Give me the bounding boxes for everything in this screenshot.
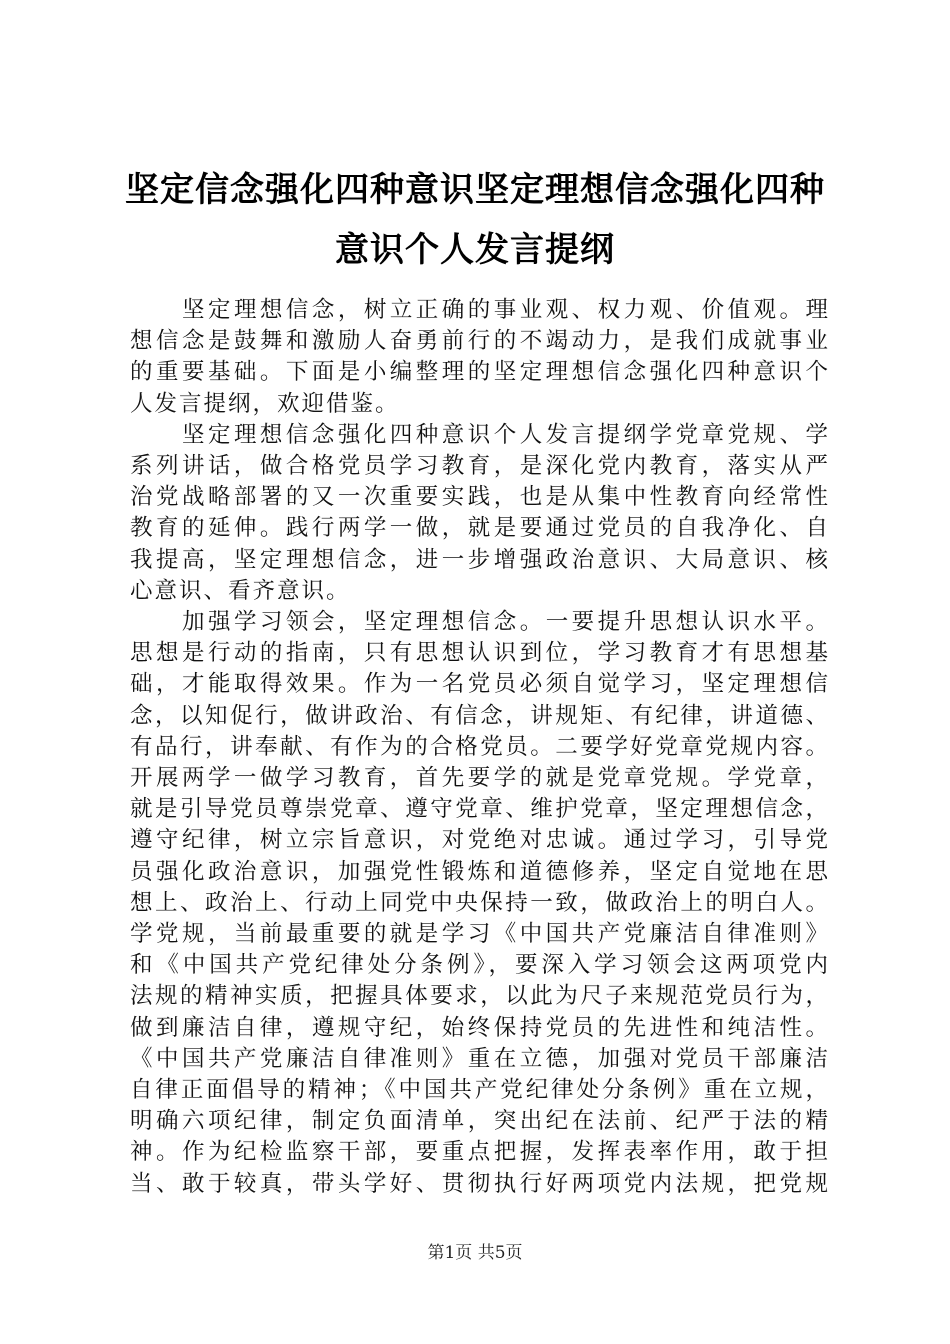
text-line: 明确六项纪律，制定负面清单，突出纪在法前、纪严于法的精 — [130, 1108, 830, 1135]
text-line: 我提高，坚定理想信念，进一步增强政治意识、大局意识、核 — [130, 546, 830, 573]
text-line: 自律正面倡导的精神；《中国共产党纪律处分条例》重在立规， — [130, 1077, 830, 1104]
text-line: 学党规，当前最重要的就是学习《中国共产党廉洁自律准则》 — [130, 921, 830, 948]
text-line: 加强学习领会，坚定理想信念。一要提升思想认识水平。 — [182, 609, 830, 636]
text-line: 坚定理想信念强化四种意识个人发言提纲学党章党规、学 — [182, 421, 830, 448]
text-line: 础，才能取得效果。作为一名党员必须自觉学习，坚定理想信 — [130, 671, 830, 698]
text-line: 做到廉洁自律，遵规守纪，始终保持党员的先进性和纯洁性。 — [130, 1014, 830, 1041]
text-line: 《中国共产党廉洁自律准则》重在立德，加强对党员干部廉洁 — [130, 1045, 830, 1072]
paragraph — [130, 420, 830, 607]
text-line: 遵守纪律，树立宗旨意识，对党绝对忠诚。通过学习，引导党 — [130, 827, 830, 854]
text-line: 和《中国共产党纪律处分条例》，要深入学习领会这两项党内 — [130, 952, 830, 979]
text-line: 念，以知促行，做讲政治、有信念，讲规矩、有纪律，讲道德、 — [130, 702, 830, 729]
text-line: 员强化政治意识，加强党性锻炼和道德修养，坚定自觉地在思 — [130, 858, 830, 885]
text-line: 想上、政治上、行动上同党中央保持一致，做政治上的明白人。 — [130, 889, 830, 916]
text-line: 思想是行动的指南，只有思想认识到位，学习教育才有思想基 — [130, 640, 830, 667]
title-line: 坚定信念强化四种意识坚定理想信念强化四种 — [125, 170, 825, 210]
page-footer: 第1页 共5页 — [427, 1243, 523, 1263]
text-line: 神。作为纪检监察干部，要重点把握，发挥表率作用，敢于担 — [130, 1139, 830, 1166]
text-line: 系列讲话，做合格党员学习教育，是深化党内教育，落实从严 — [130, 453, 830, 480]
title-line: 意识个人发言提纲 — [335, 230, 615, 270]
text-line: 人发言提纲，欢迎借鉴。 — [130, 390, 400, 417]
document-title — [120, 160, 830, 280]
document-body — [130, 295, 830, 1200]
paragraph — [130, 607, 830, 1200]
text-line: 治党战略部署的又一次重要实践，也是从集中性教育向经常性 — [130, 484, 830, 511]
text-line: 心意识、看齐意识。 — [130, 577, 351, 604]
text-line: 有品行，讲奉献、有作为的合格党员。二要学好党章党规内容。 — [130, 733, 830, 760]
text-line: 当、敢于较真，带头学好、贯彻执行好两项党内法规，把党规 — [130, 1170, 830, 1197]
text-line: 就是引导党员尊崇党章、遵守党章、维护党章，坚定理想信念， — [130, 796, 830, 823]
text-line: 的重要基础。下面是小编整理的坚定理想信念强化四种意识个 — [130, 359, 830, 386]
text-line: 教育的延伸。践行两学一做，就是要通过党员的自我净化、自 — [130, 515, 830, 542]
text-line: 开展两学一做学习教育，首先要学的就是党章党规。学党章， — [130, 765, 830, 792]
text-line: 法规的精神实质，把握具体要求，以此为尺子来规范党员行为， — [130, 983, 830, 1010]
text-line: 坚定理想信念，树立正确的事业观、权力观、价值观。理 — [182, 297, 830, 323]
text-line: 想信念是鼓舞和激励人奋勇前行的不竭动力，是我们成就事业 — [130, 328, 830, 355]
paragraph — [130, 295, 830, 420]
